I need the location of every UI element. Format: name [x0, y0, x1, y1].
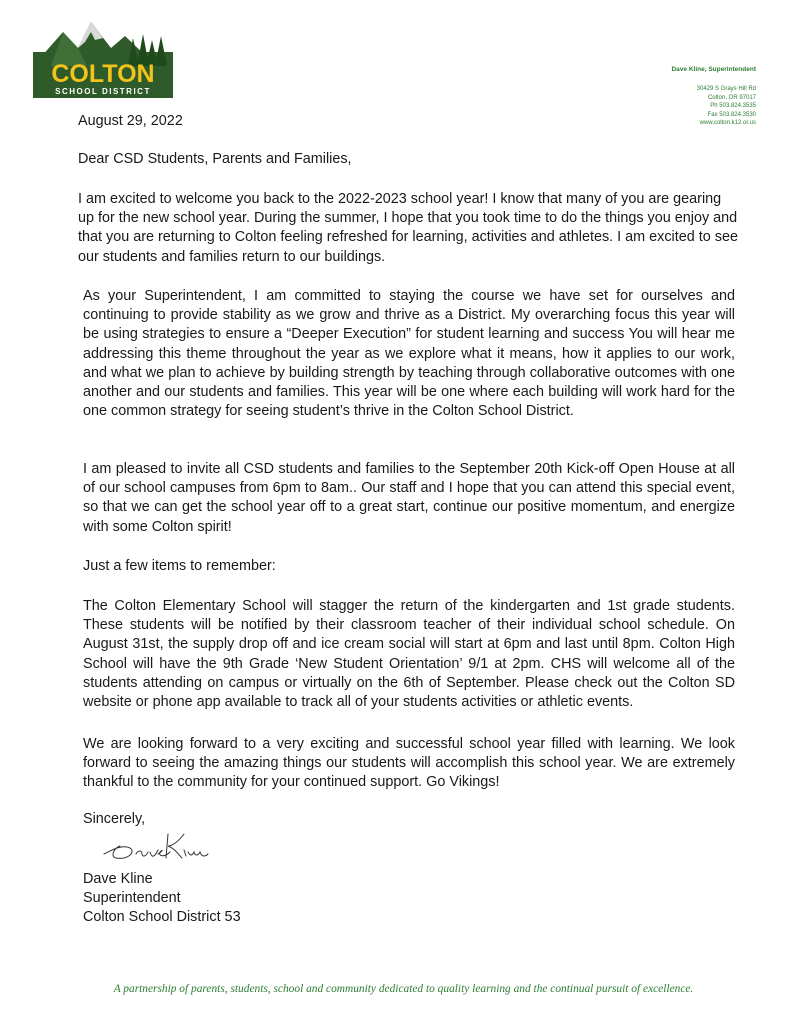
signoff-block: [83, 870, 241, 928]
letter-date: August 29, 2022: [78, 113, 183, 129]
contact-phone: Ph 503.824.3535: [710, 103, 756, 110]
signer-name: Dave Kline: [83, 871, 153, 887]
paragraph-reminders-intro: Just a few items to remember:: [83, 558, 276, 574]
signature-image: [100, 830, 210, 862]
signer-title: Superintendent: [83, 890, 181, 907]
paragraph-closing: We are looking forward to a very exciting and successful school year filled with learning. We look forward to seeing the amazing things our students will accomplish this school year. We are extremely thankful to the community for your continued support. Go Vikings!: [83, 736, 735, 791]
letterhead-contact: [576, 66, 756, 128]
colton-school-district-logo: [33, 18, 173, 98]
letter-closing: Sincerely,: [83, 811, 146, 827]
paragraph-reminders: The Colton Elementary School will stagger the return of the kindergarten and 1st grade students. These students will be notified by their classroom teacher of their individual school schedule. On August 31st, the supply drop off and ice cream social will start at 6pm and last until 8pm. Colton High School will have the 9th Grade ‘New Student Orientation’ 9/1 at 2pm. CHS will welcome all of the students attending on campus or virtually on the 6th of September. Please check out the Colton SD website or phone app available to track all of your students activities or athletic events.: [83, 598, 735, 711]
paragraph-focus: As your Superintendent, I am committed to staying the course we have set for ourselves and continuing to provide stability as we grow and thrive as a District. My overarching focus this year will be using strategies to ensure a “Deeper Execution” for student learning and success You will hear me addressing this theme throughout the year as we explore what it means, how it applies to our work, and what we plan to achieve by building strength by teaching through collaborative outcomes with one another and our students and families. This year will be one where each building will work hard for the one common strategy for seeing student’s thrive in the Colton School District.: [83, 288, 735, 420]
paragraph-open-house: I am pleased to invite all CSD students and families to the September 20th Kick-off Open House at all of our school campuses from 6pm to 8am.. Our staff and I hope that you can attend this special event, so that we can get the school year off to a great start, continue our positive momentum, and energize with some Colton spirit!: [83, 461, 735, 535]
paragraph-welcome: I am excited to welcome you back to the 2022-2023 school year! I know that many of you are gearing up for the new school year. During the summer, I hope that you took time to do the things you enjoy and that you are returning to Colton feeling refreshed for learning, activities and athletes. I am excited to see our students and families return to our buildings.: [78, 191, 738, 265]
contact-name: Dave Kline, Superintendent: [671, 66, 756, 73]
contact-city: Colton, OR 97017: [707, 94, 756, 101]
footer-motto: A partnership of parents, students, school and community dedicated to quality learning and the continual pursuit of excellence.: [113, 983, 694, 995]
signer-organization: Colton School District 53: [83, 909, 241, 926]
contact-address: 30429 S Grays Hill Rd: [696, 86, 756, 92]
logo-subtitle: SCHOOL DISTRICT: [55, 87, 151, 96]
logo-name: COLTON: [51, 60, 155, 88]
letter-greeting: Dear CSD Students, Parents and Families,: [78, 151, 352, 167]
contact-website: www.colton.k12.or.us: [699, 120, 756, 127]
contact-fax: Fax 503.824.3530: [707, 111, 756, 118]
logo-graphic: [33, 18, 173, 98]
